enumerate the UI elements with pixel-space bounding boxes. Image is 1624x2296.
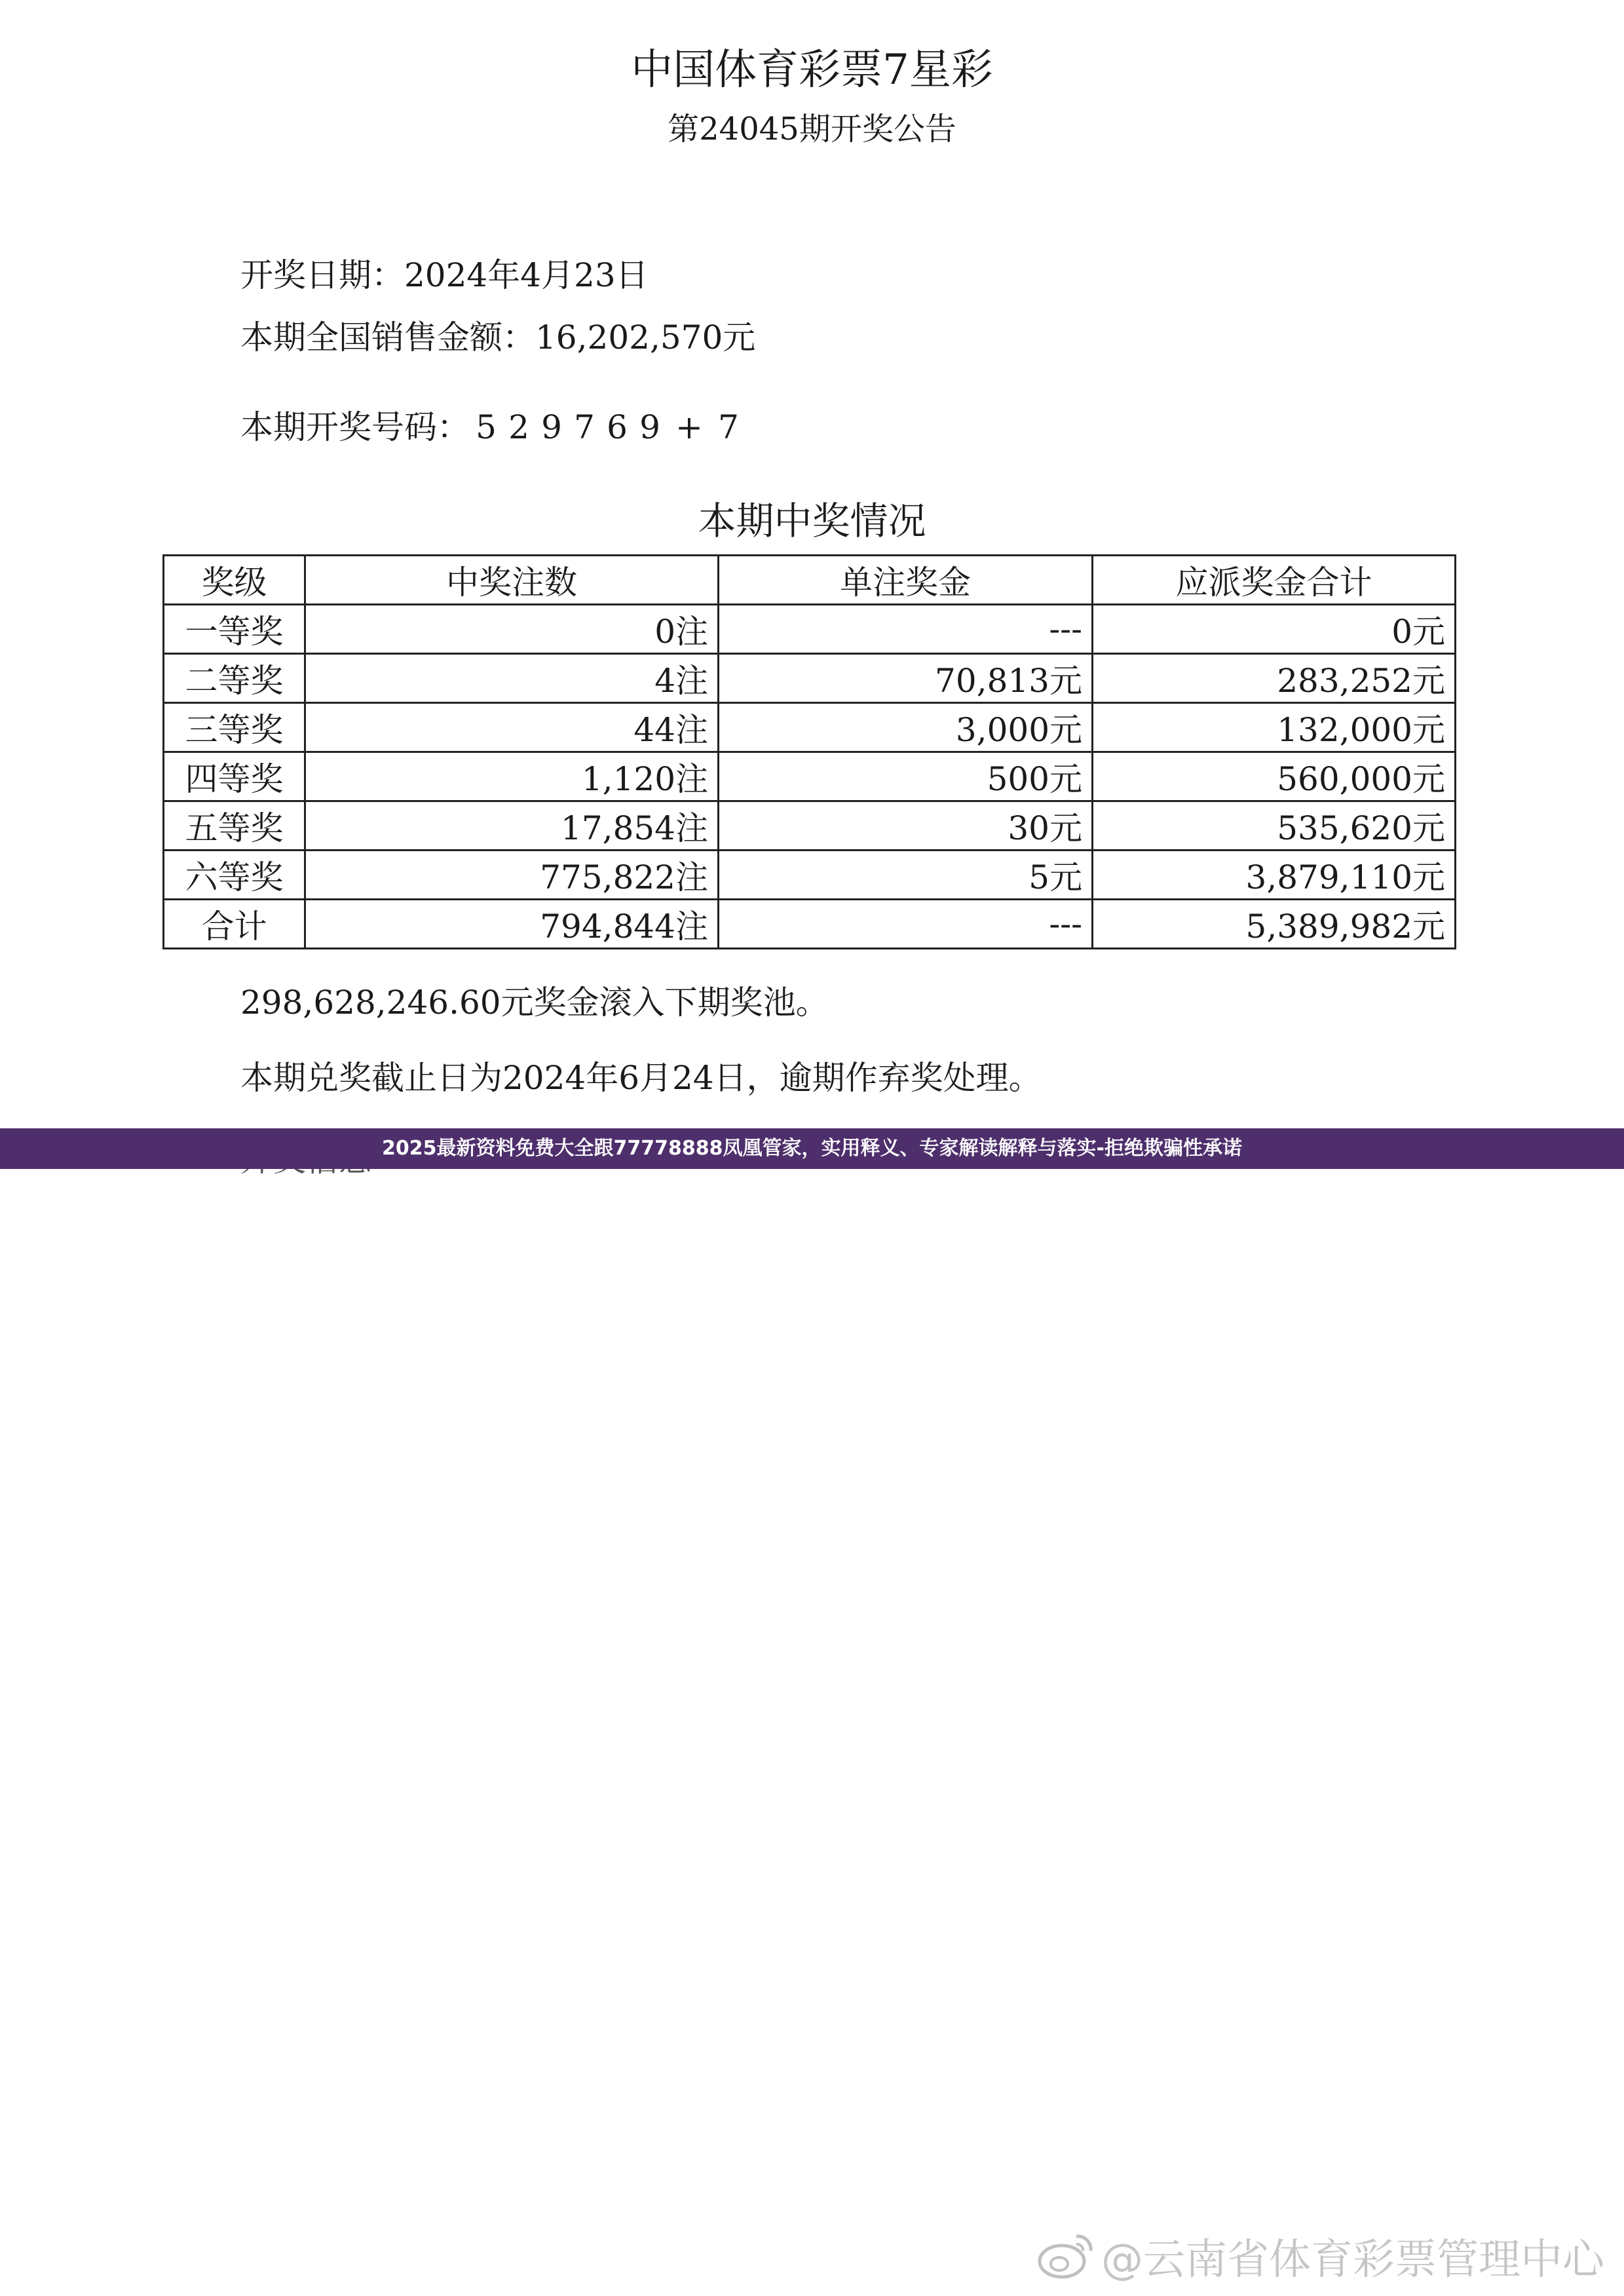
number-ball: 7 — [574, 408, 595, 446]
column-header: 应派奖金合计 — [1093, 556, 1456, 605]
page-title: 中国体育彩票7星彩 — [631, 46, 993, 94]
special-number: 7 — [718, 408, 739, 446]
headline-banner: 2025最新资料免费大全跟77778888凤凰管家，实用释义、专家解读解释与落实-拒绝欺骗性承诺 — [0, 1128, 1624, 1169]
unit-prize: 30元 — [719, 801, 1093, 851]
deadline-note: 本期兑奖截止日为2024年6月24日，逾期作弃奖处理。 — [240, 1059, 1042, 1097]
draw-date-value: 2024年4月23日 — [404, 256, 649, 294]
winner-count: 1,120注 — [305, 752, 719, 801]
number-ball: 9 — [541, 408, 562, 446]
unit-prize: 500元 — [719, 752, 1093, 801]
pool-note: 298,628,246.60元奖金滚入下期奖池。 — [240, 984, 829, 1022]
total-prize: 535,620元 — [1093, 801, 1456, 851]
table-row — [164, 654, 1456, 703]
total-prize: 3,879,110元 — [1093, 851, 1456, 900]
prize-section-title: 本期中奖情况 — [698, 499, 926, 543]
prize-level: 五等奖 — [164, 801, 305, 851]
table-row — [164, 801, 1456, 851]
number-ball: 2 — [508, 408, 529, 446]
winner-count: 775,822注 — [305, 851, 719, 900]
winner-count: 17,854注 — [305, 801, 719, 851]
number-ball: 9 — [639, 408, 660, 446]
sales-label: 本期全国销售金额： — [240, 318, 535, 356]
column-header: 单注奖金 — [719, 556, 1093, 605]
unit-prize: 3,000元 — [719, 703, 1093, 752]
weibo-icon — [1036, 2230, 1095, 2282]
table-row — [164, 752, 1456, 801]
table-row — [164, 605, 1456, 654]
numbers-label: 本期开奖号码： — [240, 408, 470, 446]
number-ball: 6 — [607, 408, 628, 446]
draw-date — [240, 249, 649, 296]
total-prize: 0元 — [1093, 605, 1456, 654]
winner-count: 44注 — [305, 703, 719, 752]
table-total-row — [164, 900, 1456, 949]
column-header: 奖级 — [164, 556, 305, 605]
table-row — [164, 703, 1456, 752]
winner-count: 0注 — [305, 605, 719, 654]
sales-amount — [240, 311, 755, 358]
unit-prize: 70,813元 — [719, 654, 1093, 703]
number-ball: 5 — [476, 408, 497, 446]
winner-count: 4注 — [305, 654, 719, 703]
unit-prize: --- — [719, 605, 1093, 654]
source-watermark — [1036, 2227, 1604, 2286]
watermark-text: @云南省体育彩票管理中心 — [1101, 2236, 1604, 2284]
draw-date-label: 开奖日期： — [240, 256, 404, 294]
prize-table — [162, 554, 1456, 949]
prize-level: 三等奖 — [164, 703, 305, 752]
winner-count: 794,844注 — [305, 900, 719, 949]
plus-sign: + — [675, 408, 703, 446]
column-header: 中奖注数 — [305, 556, 719, 605]
winning-numbers — [240, 401, 745, 448]
total-prize: 283,252元 — [1093, 654, 1456, 703]
prize-level: 四等奖 — [164, 752, 305, 801]
total-prize: 132,000元 — [1093, 703, 1456, 752]
unit-prize: 5元 — [719, 851, 1093, 900]
unit-prize: --- — [719, 900, 1093, 949]
total-prize: 560,000元 — [1093, 752, 1456, 801]
total-prize: 5,389,982元 — [1093, 900, 1456, 949]
table-row — [164, 851, 1456, 900]
prize-level: 二等奖 — [164, 654, 305, 703]
prize-level: 一等奖 — [164, 605, 305, 654]
prize-level: 六等奖 — [164, 851, 305, 900]
sales-value: 16,202,570元 — [535, 318, 756, 356]
page-subtitle: 第24045期开奖公告 — [668, 111, 956, 147]
table-header-row — [164, 556, 1456, 605]
prize-level: 合计 — [164, 900, 305, 949]
